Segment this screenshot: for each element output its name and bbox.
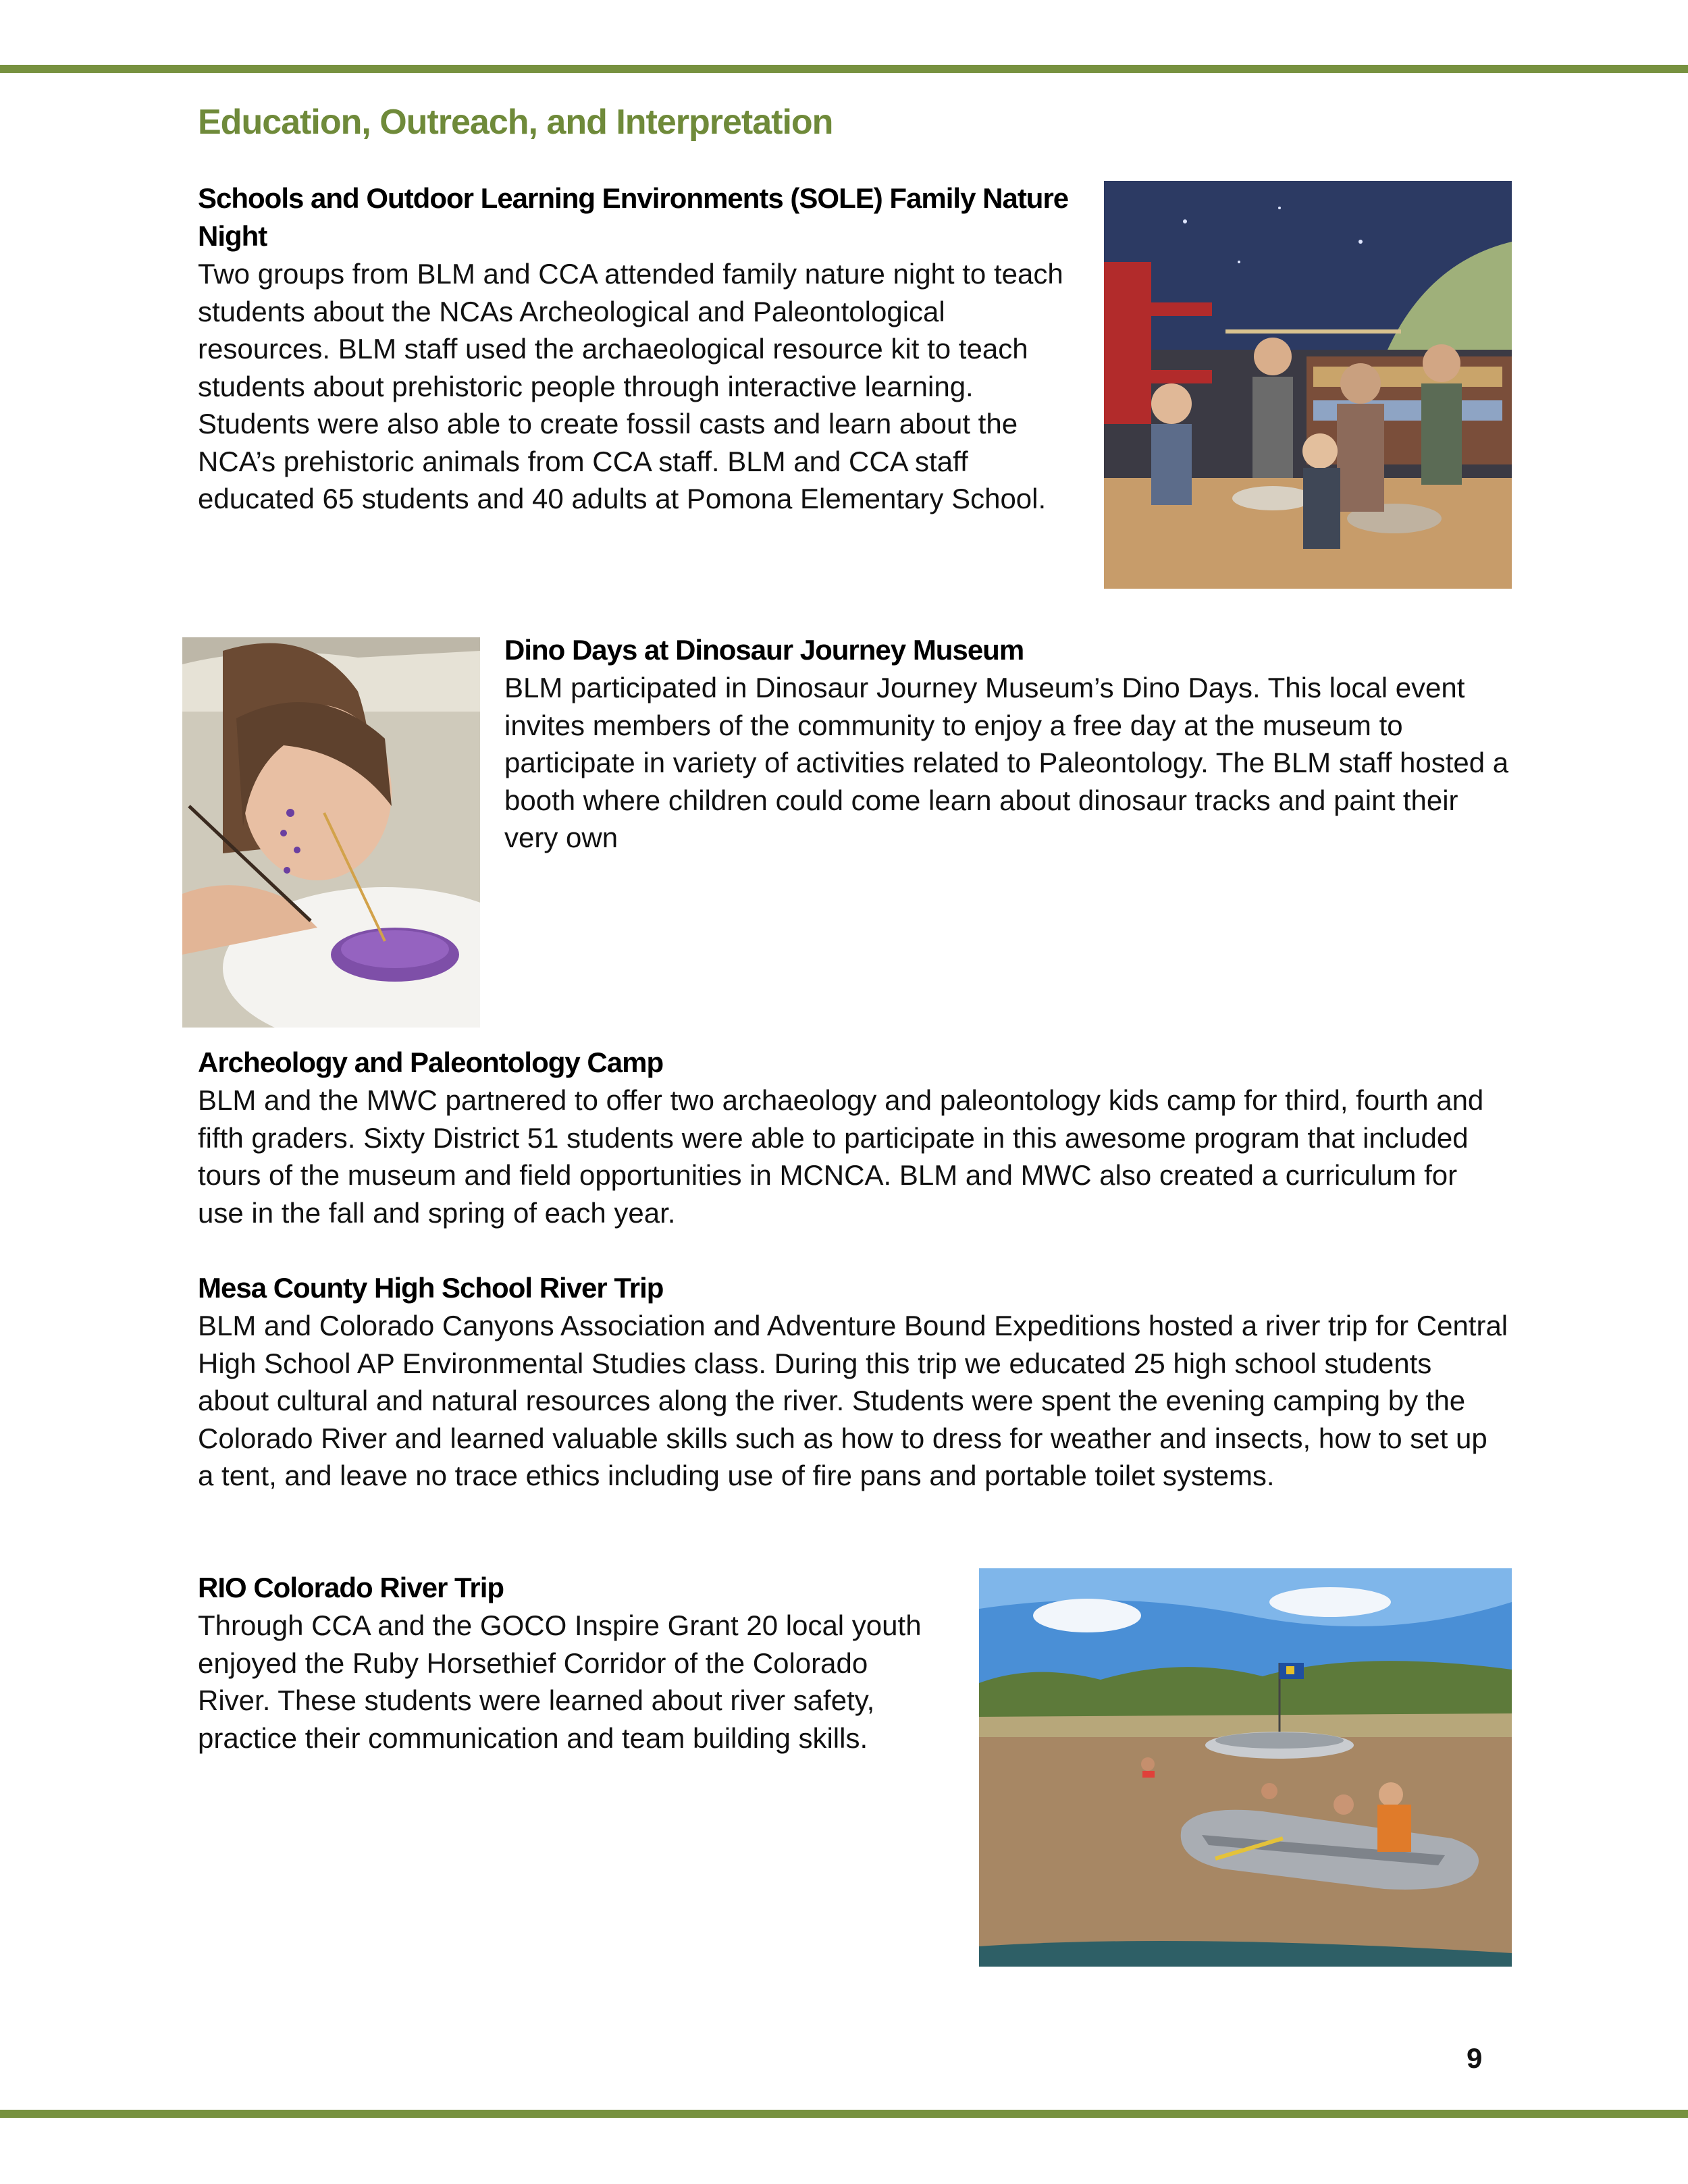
photo-river-trip-image (979, 1568, 1512, 1967)
section-mesa-river-trip (198, 1269, 1510, 1495)
section-archeology-camp (198, 1044, 1510, 1231)
photo-nature-night-image (1104, 181, 1512, 589)
section-heading: Archeology and Paleontology Camp (198, 1046, 664, 1078)
section-rio-river-trip (198, 1569, 941, 1757)
section-heading: Schools and Outdoor Learning Environments (SOLE) Family Nature Night (198, 182, 1069, 252)
photo-dino-days (182, 637, 480, 1028)
photo-dino-days-image (182, 637, 480, 1028)
section-heading: Mesa County High School River Trip (198, 1272, 664, 1304)
section-sole-nature-night (198, 180, 1076, 518)
photo-river-trip (979, 1568, 1512, 1967)
bottom-rule (0, 2110, 1688, 2118)
section-body: Through CCA and the GOCO Inspire Grant 20 local youth enjoyed the Ruby Horsethief Corridor of the Colorado River. These students were learned about river safety, practice their communication and team building skills. (198, 1609, 922, 1754)
section-heading: Dino Days at Dinosaur Journey Museum (504, 634, 1024, 666)
section-dino-days (504, 631, 1510, 857)
page-number: 9 (1467, 2042, 1483, 2074)
section-heading: RIO Colorado River Trip (198, 1572, 504, 1603)
page-title: Education, Outreach, and Interpretation (198, 103, 833, 142)
section-body: BLM and the MWC partnered to offer two archaeology and paleontology kids camp for third, fourth and fifth graders. Sixty District 51 students were able to participate in this awesome program that included tours of the museum and field opportunities in MCNCA. BLM and MWC also created a curriculum for use in the fall and spring of each year. (198, 1084, 1484, 1229)
section-body: BLM participated in Dinosaur Journey Museum’s Dino Days. This local event invites members of the community to enjoy a free day at the museum to participate in variety of activities related to Paleontology. The BLM staff hosted a booth where children could come learn about dinosaur tracks and paint their very own (504, 672, 1509, 853)
section-body: Two groups from BLM and CCA attended family nature night to teach students about the NCAs Archeological and Paleontological resources. BLM staff used the archaeological resource kit to teach students about prehistoric people through interactive learning. Students were also able to create fossil casts and learn about the NCA’s prehistoric animals from CCA staff. BLM and CCA staff educated 65 students and 40 adults at Pomona Elementary School. (198, 258, 1063, 514)
section-body: BLM and Colorado Canyons Association and Adventure Bound Expeditions hosted a river trip for Central High School AP Environmental Studies class. During this trip we educated 25 high school students about cultural and natural resources along the river. Students were spent the evening camping by the Colorado River and learned valuable skills such as how to dress for weather and insects, how to set up a tent, and leave no trace ethics including use of fire pans and portable toilet systems. (198, 1310, 1508, 1491)
top-rule (0, 65, 1688, 73)
photo-nature-night (1104, 181, 1512, 589)
